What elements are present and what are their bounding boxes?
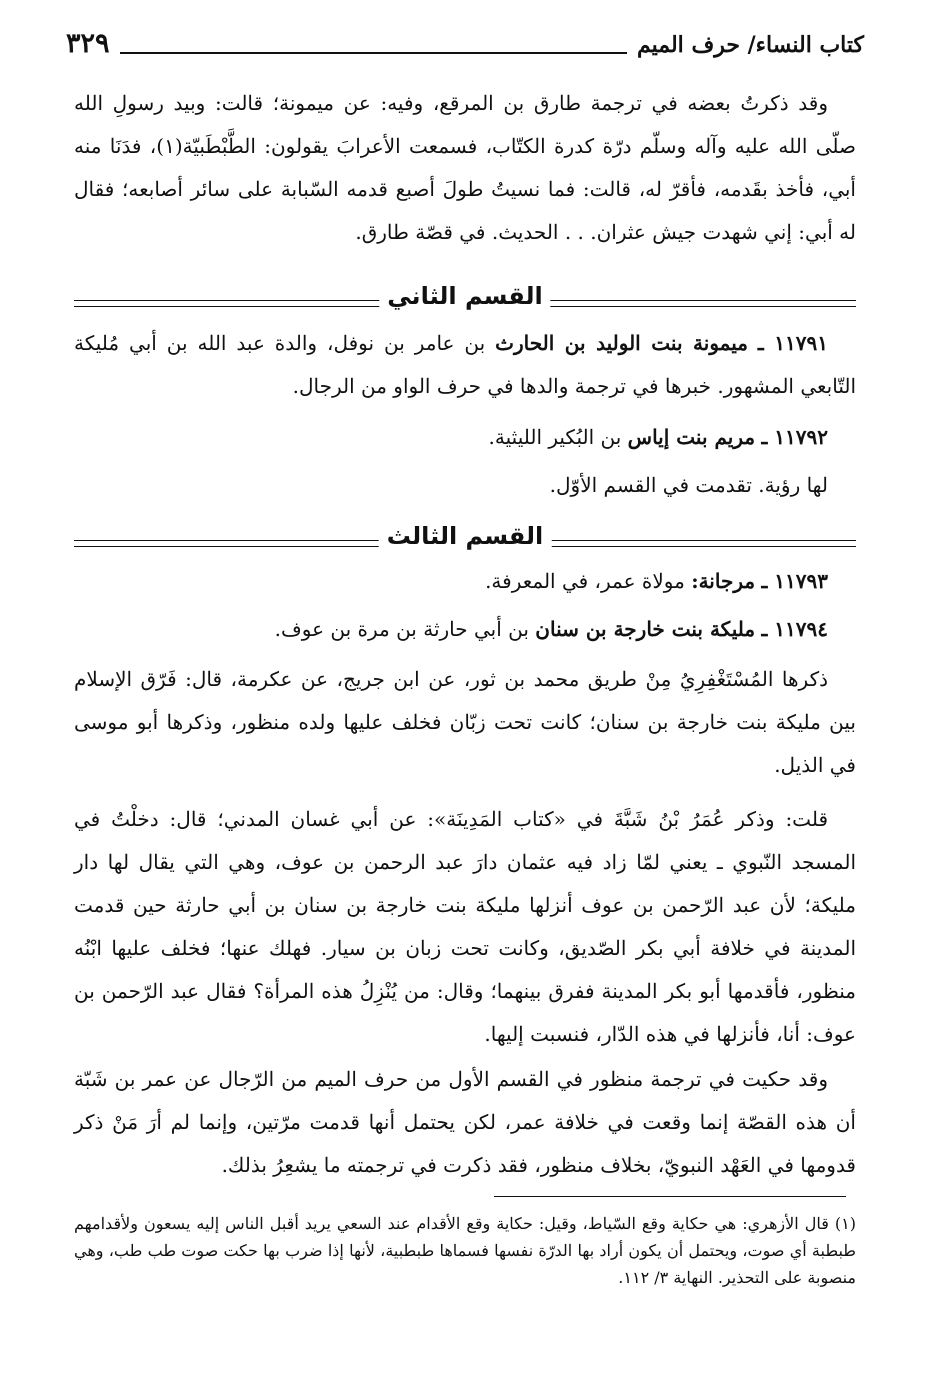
entry-text: بن عامر بن نوفل، والدة عبد الله بن أبي مُليكة التّابعي المشهور. خبرها في ترجمة والدها في حرف الواو من الرجال. [74,331,856,398]
entry-name: مريم بنت إياس [627,425,756,449]
entry-11793 [74,560,856,603]
entry-11794 [74,608,856,651]
entry-number: ١١٧٩١ ـ [757,331,829,355]
entry-name: ميمونة بنت الوليد بن الحارث [495,331,748,355]
header-title: كتاب النساء/ حرف الميم [627,32,864,58]
running-header [66,28,864,72]
entry-11791 [74,322,856,408]
entry-name: مرجانة: [691,569,756,593]
footnote-separator [494,1196,846,1197]
entry-number: ١١٧٩٣ ـ [761,569,828,593]
entry-text: مولاة عمر، في المعرفة. [485,569,685,593]
footnote-1: (١) قال الأزهري: هي حكاية وقع السّياط، وقيل: حكاية وقع الأقدام عند السعي يريد أقبل الناس إليه يسعون ولأقدامهم طبطبة أي صوت، ويحتمل أن يكون أراد بها الدرّة نفسها فسماها طبطبية، لأنها إذا ضرب بها حكت صوت طب طب، وهي منصوبة على التحذير. النهاية ٣/ ١١٢. [74,1214,857,1287]
section-title-second: القسم الثاني [379,282,550,310]
page-number: ٣٢٩ [66,28,120,59]
section-heading-third [74,522,856,562]
entry-name: مليكة بنت خارجة بن سنان [535,617,756,641]
entry-11792 [74,416,856,459]
entry-number: ١١٧٩٢ ـ [761,425,828,449]
paragraph-umar-ibn-shabba: قلت: وذكر عُمَرُ بْنُ شَبَّةَ في «كتاب المَدِينَة»: عن أبي غسان المدني؛ قال: دخلْتُ في المسجد النّبوي ـ يعني لمّا زاد فيه عثمان دارَ عبد الرحمن بن عوف، وهي التي يقال لها دار مليكة؛ لأن عبد الرّحمن بن عوف أنزلها مليكة بنت خارجة بن سنان بن أبي حارثة حين قدمت المدينة في خلافة أبي بكر الصّديق، وكانت تحت زبان بن سيار. فهلك عنها؛ فخلف عليها ابْنُه منظور، فأقدمها أبو بكر المدينة ففرق بينهما؛ وقال: من يُنْزِلُ هذه المرأة؟ فقال عبد الرّحمن بن عوف: أنا، فأنزلها في هذه الدّار، فنسبت إليها. [74,807,856,1046]
paragraph-manzur-note: وقد حكيت في ترجمة منظور في القسم الأول من حرف الميم من الرّجال عن عمر بن شَبّة أن هذه القصّة إنما وقعت في خلافة عمر، لكن يحتمل أنها قدمت مرّتين، وإنما لم أرَ مَنْ ذكر قدومها في العَهْد النبويّ، بخلاف منظور، فقد ذكرت في ترجمته ما يشعِرُ بذلك. [74,1067,856,1177]
entry-text: بن أبي حارثة بن مرة بن عوف. [274,617,529,641]
entry-11792-note: لها رؤية. تقدمت في القسم الأوّل. [549,473,828,497]
entry-text: بن البُكير الليثية. [488,425,622,449]
paragraph-maymuna-tariq: وقد ذكرتُ بعضه في ترجمة طارق بن المرقع، وفيه: عن ميمونة؛ قالت: وبيد رسولِ الله صلّى الله عليه وآله وسلّم درّة كدرة الكتّاب، فسمعت الأعرابَ يقولون: الطَّبْطَبيّة(١)، فدَنَا منه أبي، فأخذ بقَدمه، فأقرّ له، قالت: فما نسيتُ طولَ أصبع قدمه السّبابة على سائر أصابعه؛ فقال له أبي: إني شهدت جيش عثران. . . الحديث. في قصّة طارق. [74,91,856,244]
entry-number: ١١٧٩٤ ـ [761,617,828,641]
section-heading-second [74,282,856,322]
section-title-third: القسم الثالث [379,522,552,550]
paragraph-mustaghfiri: ذكرها المُسْتَغْفِرِيُ مِنْ طريق محمد بن ثور، عن ابن جريج، عن عكرمة، قال: فَرّق الإسلام بين مليكة بنت خارجة بن سنان؛ كانت تحت زبّان فخلف عليها ولده منظور، وذكرها أبو موسى في الذيل. [74,667,856,777]
